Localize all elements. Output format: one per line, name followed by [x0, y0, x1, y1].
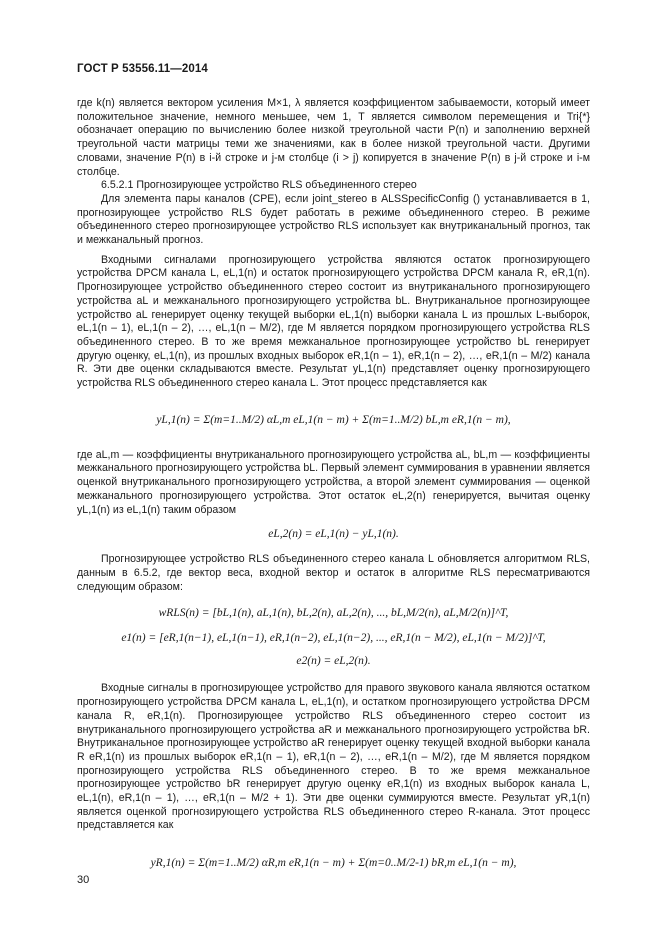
paragraph-6: Входные сигналы в прогнозирующее устройство для правого звукового канала являются остатком прогнозирующего устройства DPCM канала L, eL,1(n), и остатком прогнозирующего устройства DPCM канала R, eR,1(n). Прогнозирующее устройство RLS объединенного стерео состоит из внутриканального прогнозирующего устройства aR и межканального прогнозирующего устройства bR. Внутриканальное прогнозирующее устройство aR генерирует оценку текущей входной выборки канала R eR,1(n) из прошлых выборок eR,1(n – 1), eR,1(n – 2), …, eR,1(n – M/2), где M является порядком прогнозирующего устройства RLS объединенного стерео. В то же время межканальное прогнозирующее устройство bR генерирует другую оценку eR,1(n) из входных выборок канала L, eL,1(n), eR,1(n – 1), …, eR,1(n – M/2 + 1). Эти две оценки суммируются вместе. Результат yR,1(n) является оценкой прогнозирующего устройства RLS объединенного стерео R-канала. Этот процесс представляется как: [77, 682, 590, 832]
formula-e1: e1(n) = [eR,1(n−1), eL,1(n−1), eR,1(n−2), eL,1(n−2), ..., eR,1(n − M/2), eL,1(n − M/2)]^T,: [121, 632, 546, 645]
paragraph-5: Прогнозирующее устройство RLS объединенного стерео канала L обновляется алгоритмом RLS, данным в 6.5.2, где вектор веса, входной вектор и остаток в алгоритме RLS пересматриваются следующим образом:: [77, 553, 590, 593]
formula-yL: yL,1(n) = Σ(m=1..M/2) αL,m eL,1(n − m) + Σ(m=1..M/2) bL,m eR,1(n − m),: [156, 413, 511, 426]
formula-eL2: eL,2(n) = eL,1(n) − yL,1(n).: [268, 528, 399, 541]
section-heading: 6.5.2.1 Прогнозирующее устройство RLS объединенного стерео: [101, 179, 417, 192]
paragraph-3: Входными сигналами прогнозирующего устройства являются остаток прогнозирующего устройства DPCM канала L, eL,1(n) и остаток прогнозирующего устройства DPCM канала R, eR,1(n). Прогнозирующее устройство объединенного стерео состоит из внутриканального прогнозирующего устройства aL и межканального прогнозирующего устройства bL. Внутриканальное прогнозирующее устройство aL генерирует оценку текущей выборки eL,1(n) выборки канала L из прошлых L-выборок, eL,1(n – 1), eL,1(n – 2), …, eL,1(n – M/2), где M является порядком прогнозирующего устройства RLS объединенного стерео. В то же время межканальное прогнозирующее устройство bL генерирует другую оценку, eL,1(n), из прошлых входных выборок eR,1(n – 1), eR,1(n – 2), …, eR,1(n – M/2) канала R. Эти две оценки складываются вместе. Результат yL,1(n) представляет оценку прогнозирующего устройства RLS объединенного стерео канала L. Этот процесс представляется как: [77, 253, 590, 390]
document-header: ГОСТ Р 53556.11—2014: [77, 63, 208, 75]
paragraph-1: где k(n) является вектором усиления M×1, λ является коэффициентом забываемости, который имеет положительное значение, немного меньшее, чем 1, T является символом перемещения и Tri{*} обозначает операцию по вычислению более низкой треугольной части P(n) и заполнению верхней треугольной части матрицы теми же значениями, как в более низкой треугольной части. Другими словами, значение P(n) в i-й строке и j-м столбце (i > j) копируется в значение P(n) в j-й строке и i-м столбце.: [77, 97, 590, 178]
paragraph-4: где aL,m — коэффициенты внутриканального прогнозирующего устройства aL, bL,m — коэффициенты межканального прогнозирующего устройства bL. Первый элемент суммирования в уравнении является оценкой внутриканального прогнозирующего устройства, а второй элемент суммирования — оценкой межканального прогнозирующего устройства. Этот остаток eL,2(n) генерируется, вычитая оценку yL,1(n) из eL,1(n) таким образом: [77, 448, 590, 516]
formula-yR: yR,1(n) = Σ(m=1..M/2) αR,m eR,1(n − m) + Σ(m=0..M/2-1) bR,m eL,1(n − m),: [150, 857, 517, 870]
formula-wRLS: wRLS(n) = [bL,1(n), aL,1(n), bL,2(n), aL,2(n), ..., bL,M/2(n), aL,M/2(n)]^T,: [158, 607, 509, 620]
formula-e2: e2(n) = eL,2(n).: [296, 655, 371, 668]
paragraph-2: Для элемента пары каналов (CPE), если joint_stereo в ALSSpecificConfig () устанавливается в 1, прогнозирующее устройство RLS будет работать в режиме объединенного стерео. В режиме объединенного стерео прогнозирующее устройство RLS использует как внутриканальный прогноз, так и межканальный прогноз.: [77, 192, 590, 247]
page-content: [77, 97, 590, 883]
page-number: 30: [77, 874, 90, 886]
